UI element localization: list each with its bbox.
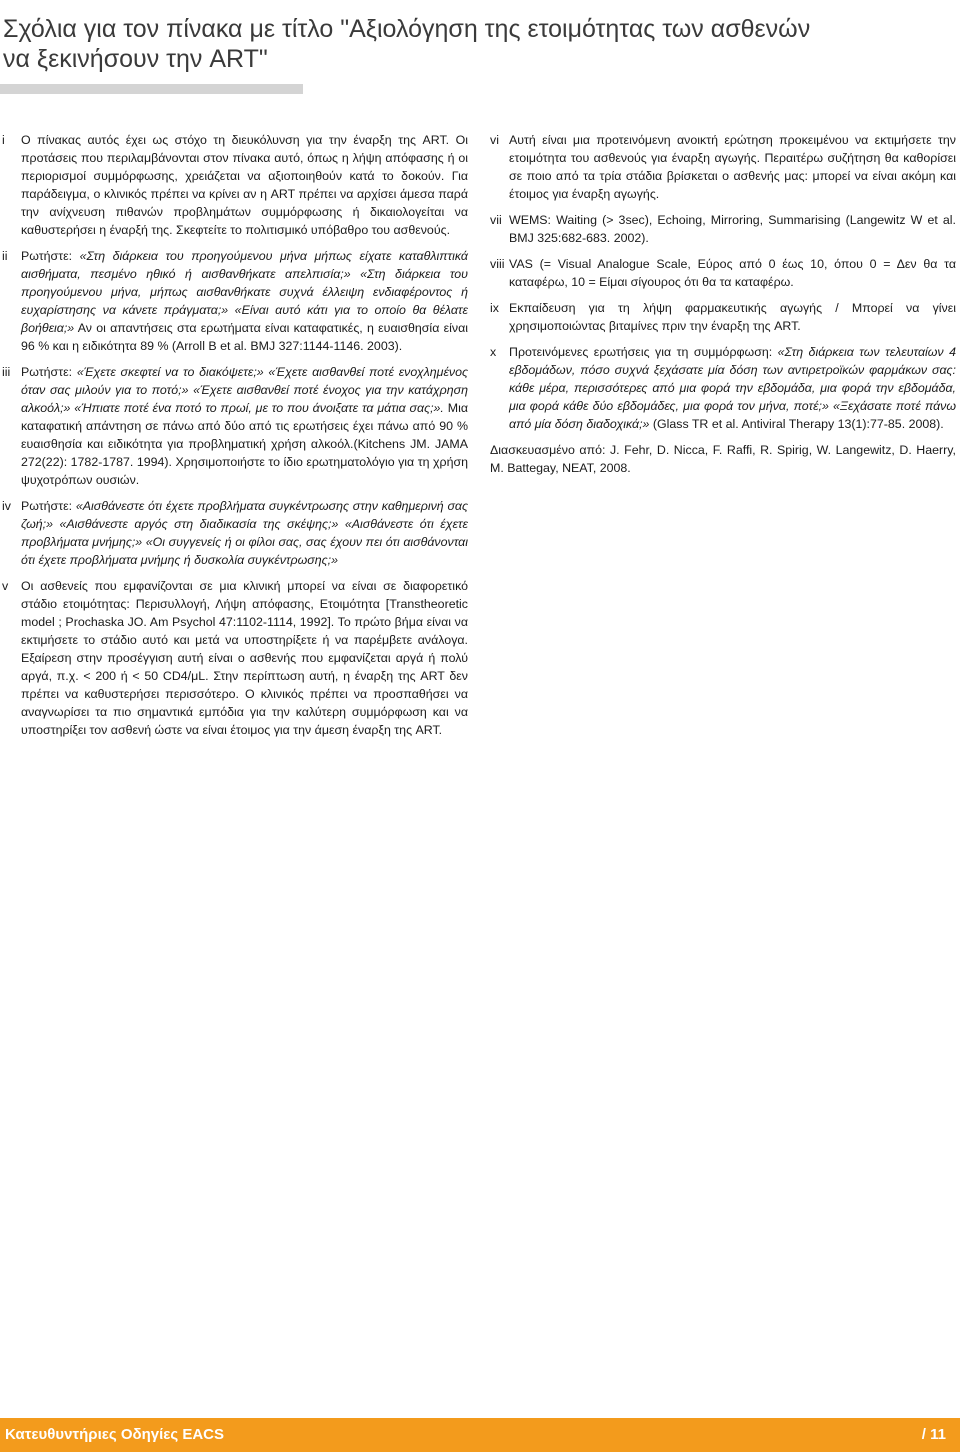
right-column (490, 131, 956, 477)
footnote-item (2, 131, 468, 239)
title-line-1: Σχόλια για τον πίνακα με τίτλο "Αξιολόγηση της ετοιμότητας των ασθενών (3, 15, 811, 43)
footnote-text (21, 363, 468, 489)
quoted-question-text: «Αισθάνεστε ότι έχετε προβλήματα συγκέντρωσης στην καθημερινή σας ζωή;» «Αισθάνεστε αργός στη διαδικασία της σκέψης;» «Αισθάνεστε ότι έχετε προβλήματα μνήμης;» «Οι συγγενείς ή οι φίλοι σας, σας έχουν πει ότι αισθάνονται ότι έχετε προβλήματα μνήμης ή δυσκολία συγκέντρωσης;» (21, 499, 469, 567)
title-underline-bar (0, 84, 303, 94)
footnote-text-segment: Αυτή είναι μια προτεινόμενη ανοικτή ερώτηση προκειμένου να εκτιμήσετε την ετοιμότητα του ασθενούς για έναρξη αγωγής. Περαιτέρω συζήτηση θα καθορίσει σε ποιο από τα τρία στάδια βρίσκεται ο ασθενής μας: μπορεί να είναι ακόμη και έτοιμος για έναρξη αγωγής. (509, 133, 956, 201)
footnote-item (490, 131, 956, 203)
footnote-number: vi (490, 133, 499, 147)
footnote-item (490, 211, 956, 247)
footnote-text-segment: (Glass TR et al. Antiviral Therapy 13(1):77-85. 2008). (649, 417, 944, 431)
adapted-from-credit: Διασκευασμένο από: J. Fehr, D. Nicca, F. Raffi, R. Spirig, W. Langewitz, D. Haerry, M. Battegay, NEAT, 2008. (490, 443, 956, 475)
footnote-number: ii (2, 249, 8, 263)
right-notes (490, 131, 956, 433)
footnote-text-segment: Ο πίνακας αυτός έχει ως στόχο τη διευκόλυνση για την έναρξη της ART. Οι προτάσεις που περιλαμβάνονται στον πίνακα αυτό, όπως η λήψη απόφασης ή οι περιορισμοί συμμόρφωσης, χρειάζεται να αξιοποιηθούν κατά το δοκούν. Για παράδειγμα, ο κλινικός πρέπει να κρίνει αν η ART πρέπει να αρχίσει άμεσα παρά την ανίχνευση πιθανών προβλημάτων συμμόρφωσης ή δικαιολογείται να καθυστερήσει η έναρξή της. Σκεφτείτε το πολιτισμικό υπόβαθρο του ασθενούς. (21, 133, 468, 237)
footnote-number: i (2, 133, 5, 147)
footnote-text (21, 577, 468, 739)
footer-title: Κατευθυντήριες Οδηγίες EACS (5, 1426, 225, 1443)
footer-page-number: / 11 (921, 1426, 946, 1443)
footnote-text (509, 255, 956, 291)
footnote-item (490, 299, 956, 335)
quoted-question-text: «Έχετε σκεφτεί να το διακόψετε;» «Έχετε αισθανθεί ποτέ ενοχλημένος όταν σας μιλούν για το ποτό;» «Έχετε αισθανθεί ποτέ ένοχος για την κατάχρηση αλκοόλ;» «Ήπιατε ποτέ ένα ποτό το πρωί, με το που άνοιξατε τα μάτια σας;». (21, 365, 468, 415)
footnote-text-segment: Ρωτήστε: (21, 365, 77, 379)
footnote-item (2, 497, 468, 569)
footnote-text-segment: WEMS: Waiting (> 3sec), Echoing, Mirroring, Summarising (Langewitz W et al. BMJ 325:682-683. 2002). (509, 213, 956, 245)
quoted-question-text: «Στη διάρκεια του προηγούμενου μήνα μήπως είχατε καταθλιπτικά αισθήματα, πεσμένο ηθικό ή αισθανθήκατε απελπισία;» «Στη διάρκεια του προηγούμενου μήνα, μήπως αισθανθήκατε συχνά έλλειψη ενδιαφέροντος ή ευχαρίστησης να κάνετε πράγματα;» «Είναι αυτό κάτι για το οποίο θα θέλατε βοήθεια;» (21, 249, 468, 335)
footnote-text-segment: Εκπαίδευση για τη λήψη φαρμακευτικής αγωγής / Μπορεί να γίνει χρησιμοποιώντας βιταμίνες πριν την έναρξη της ART. (509, 301, 956, 333)
footnote-number: v (2, 579, 9, 593)
footnote-text (509, 299, 956, 335)
footnote-item (490, 255, 956, 291)
page-title (3, 14, 953, 74)
footnote-number: iv (2, 499, 11, 513)
quoted-question-text: «Στη διάρκεια των τελευταίων 4 εβδομάδων, πόσο συχνά ξεχάσατε μία δόση των αντιρετροϊκών φαρμάκων σας: κάθε μέρα, περισσότερες από μια φορά την εβδομάδα, μια φορά την εβδομάδα, μια φορά κάθε δύο εβδομάδες, μια φορά τον μήνα, ποτέ;» «Ξεχάσατε ποτέ πάνω από μία δόση διαδοχικά;» (509, 345, 956, 431)
footnote-text (509, 131, 956, 203)
footnote-item (2, 363, 468, 489)
footnote-number: ix (490, 301, 499, 315)
footnote-text-segment: Αν οι απαντήσεις στα ερωτήματα είναι καταφατικές, η ευαισθησία είναι 96 % και η ειδικότητα 89 % (Arroll B et al. BMJ 327:1144-1146. 2003). (21, 321, 468, 353)
title-line-2: να ξεκινήσουν την ART" (3, 45, 268, 73)
footnote-text-segment: Ρωτήστε: (21, 249, 80, 263)
footnote-item (2, 577, 468, 739)
left-column (2, 131, 468, 747)
footnote-text-segment: Οι ασθενείς που εμφανίζονται σε μια κλινική μπορεί να είναι σε διαφορετικό στάδιο ετοιμότητας: Περισυλλογή, Λήψη απόφασης, Ετοιμότητα [Transtheoretic model ; Prochaska JO. Am Psychol 47:1102-1114, 1992]. Το πρώτο βήμα είναι να εκτιμήσετε το στάδιο αυτό και μετά να υποστηρίξετε ή να παρέμβετε ανάλογα. Εξαίρεση στην προσέγγιση αυτή είναι ο ασθενής που εμφανίζεται αργά ή πολύ αργά, π.χ. < 200 ή < 50 CD4/μL. Στην περίπτωση αυτή, η έναρξη της ART δεν πρέπει να καθυστερήσει περισσότερο. Ο κλινικός πρέπει να προσπαθήσει να αναγνωρίσει τα πιο σημαντικά εμπόδια για την καλύτερη συμμόρφωση και να υποστηρίξει τον ασθενή ώστε να είναι έτοιμος για την άμεση έναρξη της ART. (21, 579, 468, 737)
footnote-text-segment: Προτεινόμενες ερωτήσεις για τη συμμόρφωση: (509, 345, 778, 359)
footnote-text-segment: VAS (= Visual Analogue Scale, Εύρος από 0 έως 10, όπου 0 = Δεν θα τα καταφέρω, 10 = Είμαι σίγουρος ότι θα τα καταφέρω. (509, 257, 956, 289)
footnote-text (21, 247, 468, 355)
page-footer (0, 1418, 960, 1452)
footnote-item (2, 247, 468, 355)
footnote-text (21, 131, 468, 239)
footnote-number: vii (490, 213, 502, 227)
footnote-text-segment: Μια καταφατική απάντηση σε πάνω από δύο από τις ερωτήσεις έχει πάνω από 90 % ευαισθησία και ειδικότητα για προβληματική χρήση αλκοόλ.(Kitchens JM. JAMA 272(22): 1782-1787. 1994). Χρησιμοποιήστε το ίδιο ερωτηματολόγιο για τη χρήση ψυχοτρόπων ουσιών. (21, 401, 468, 487)
footnote-number: iii (2, 365, 11, 379)
footnote-number: viii (490, 257, 505, 271)
footnote-text (21, 497, 468, 569)
footnote-text (509, 343, 956, 433)
footnote-item (490, 343, 956, 433)
footnote-text-segment: Ρωτήστε: (21, 499, 76, 513)
footnote-number: x (490, 345, 497, 359)
footnote-text (509, 211, 956, 247)
